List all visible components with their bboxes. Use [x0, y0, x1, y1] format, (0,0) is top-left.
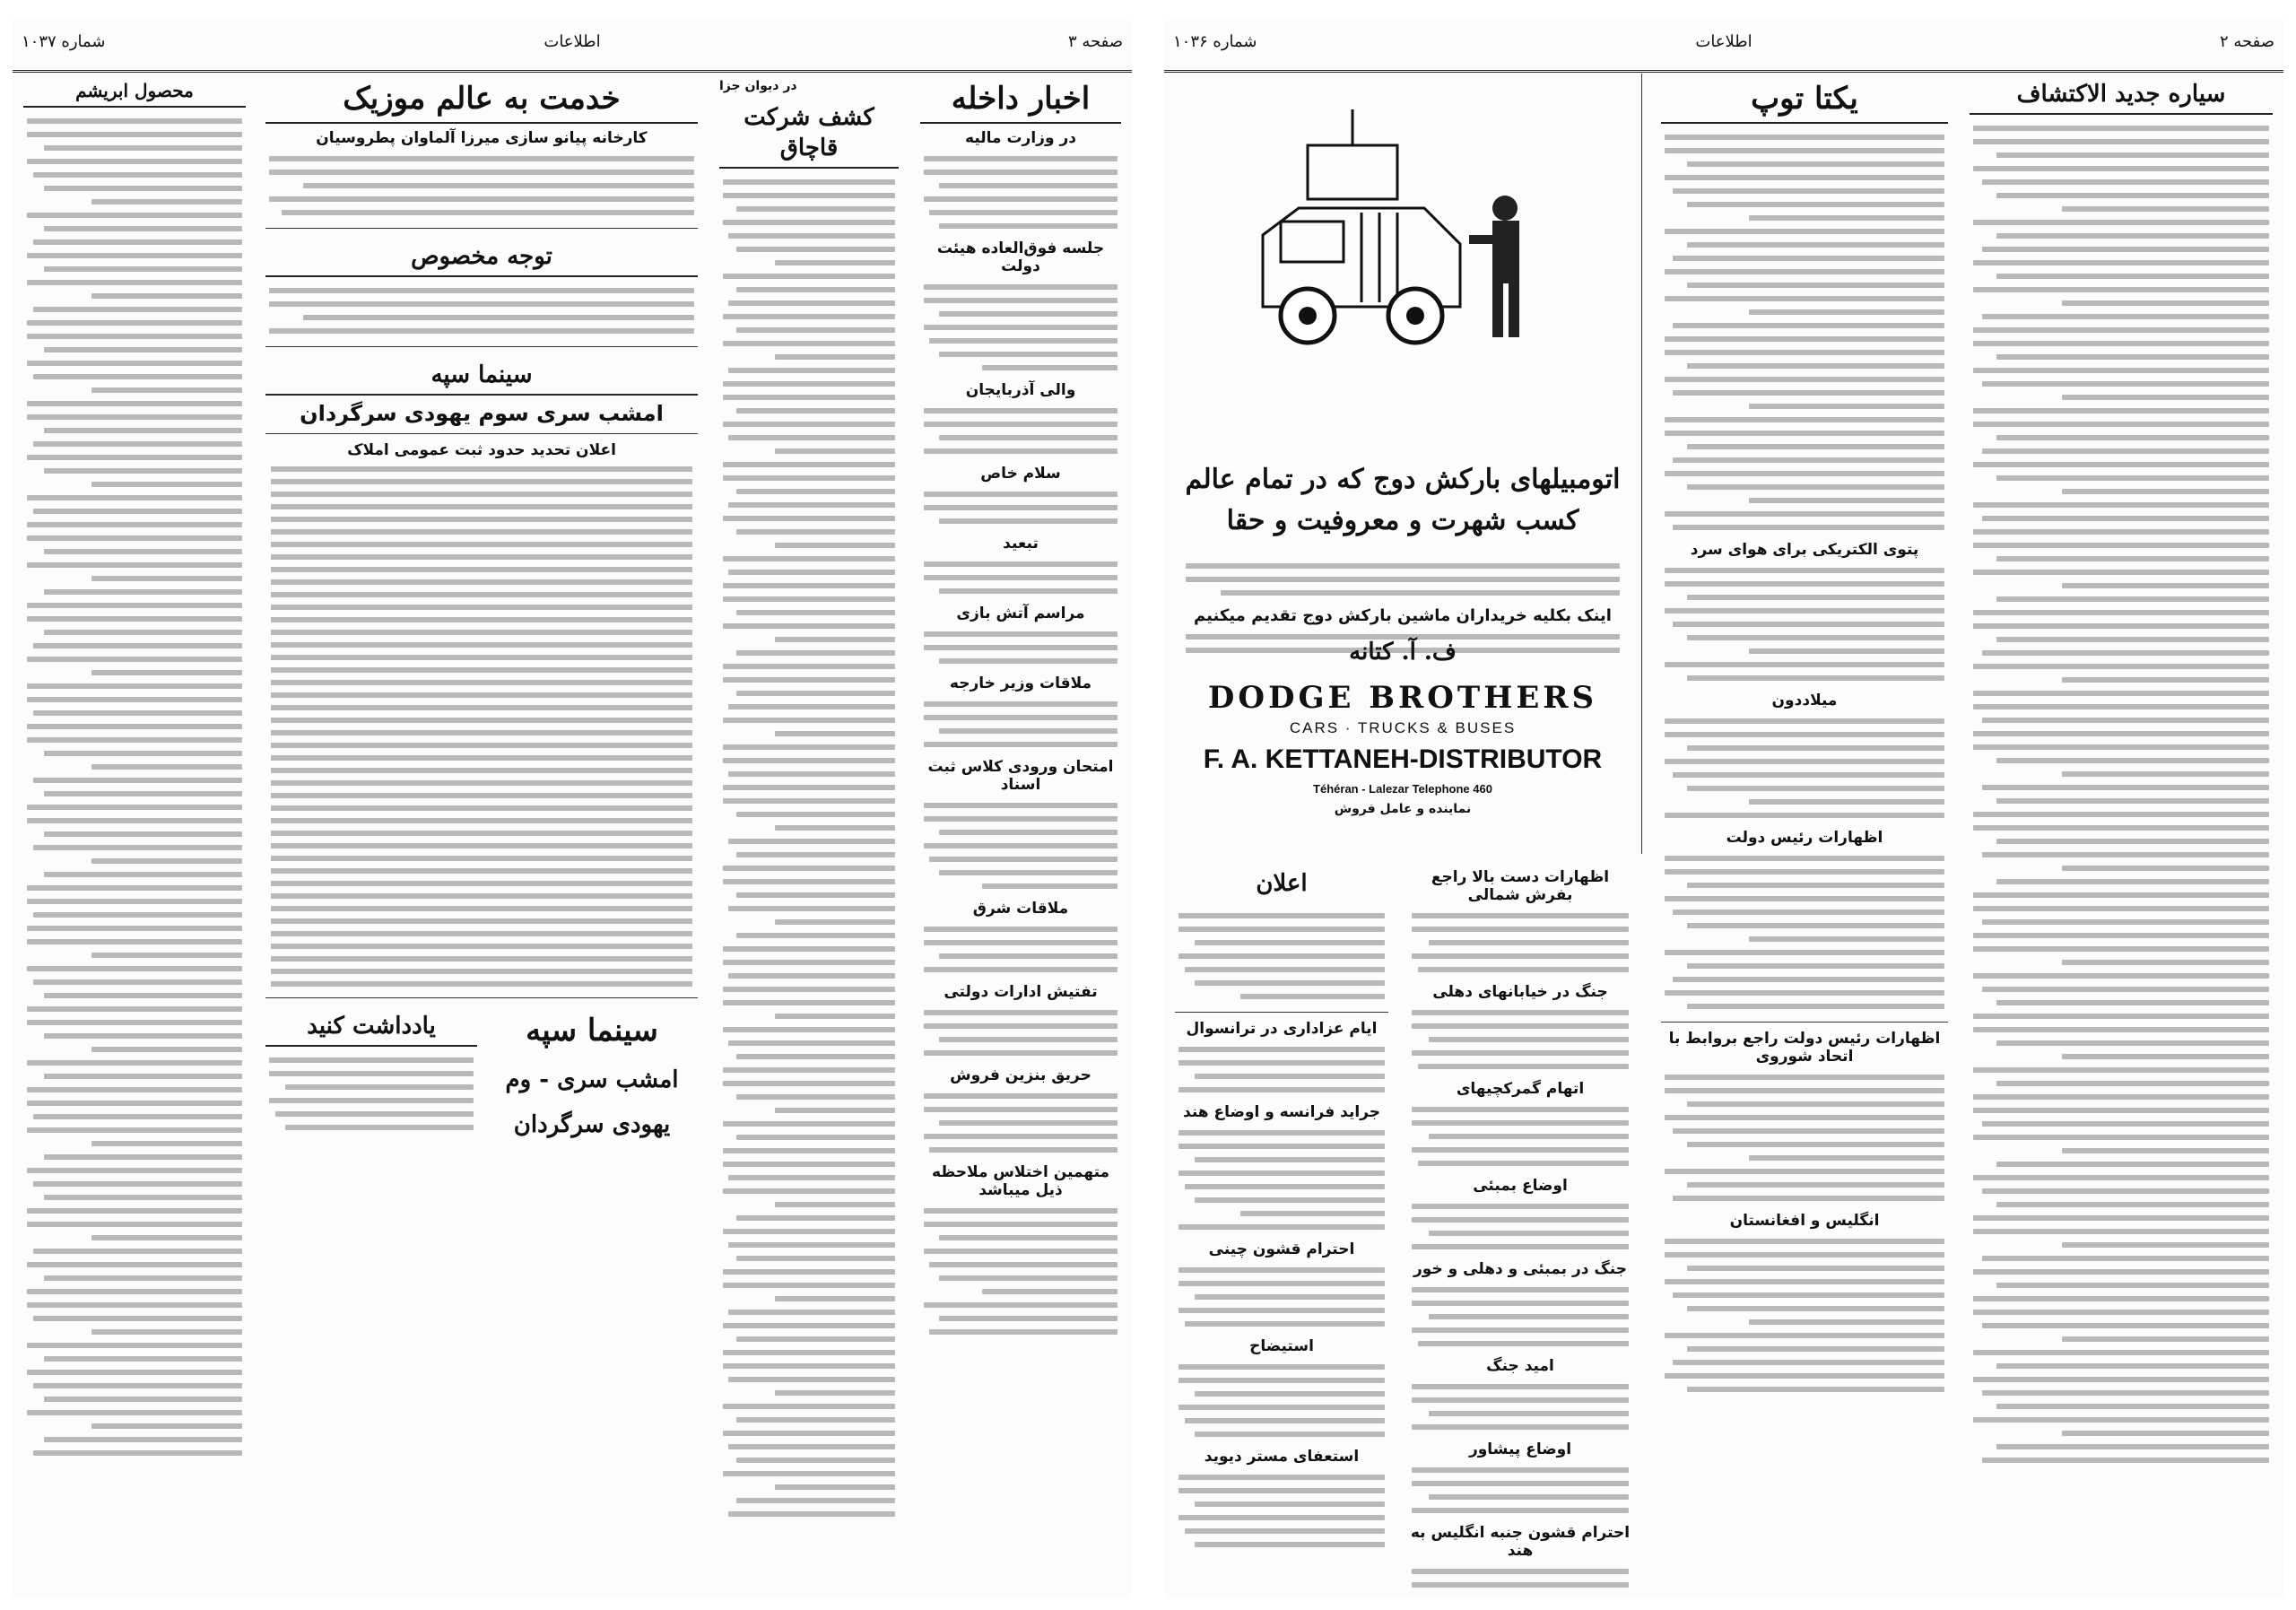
domestic-headline: اخبار داخله: [920, 74, 1121, 124]
domestic-sub-1: جلسه فوق‌العاده هیئت دولت: [936, 239, 1105, 275]
domestic-sub-0: در وزارت مالیه: [965, 129, 1076, 147]
music-intro: کارخانه پیانو سازی میرزا آلماوان پطروسیان: [316, 129, 648, 147]
left-paper-name: اطلاعات: [544, 32, 601, 51]
foreign-sub-1: اتهام گمرکچیهای: [1456, 1080, 1585, 1098]
column-foreign-news: [1403, 863, 1638, 1591]
announcement-headline: اعلان: [1256, 870, 1308, 897]
announcement-sub-0: ایام عزاداری در ترانسوال: [1186, 1020, 1378, 1038]
ad-agent-line: نماینده و عامل فروش: [1334, 802, 1472, 816]
foreign-sub-3: جنگ در بمبئی و دهلی و خور: [1413, 1260, 1627, 1278]
domestic-sub-3: سلام خاص: [980, 465, 1061, 483]
right-paper-name: اطلاعات: [1695, 32, 1752, 51]
note-headline: یادداشت کنید: [265, 1005, 477, 1047]
silk-body: [23, 113, 246, 1461]
cinema-ad-line1: امشب سری - وم: [505, 1066, 679, 1093]
domestic-sub-10: حریق بنزین فروش: [950, 1066, 1091, 1084]
left-page-label: صفحه ۳: [1067, 32, 1123, 51]
domestic-sub-5: مراسم آتش بازی: [956, 605, 1085, 622]
dodge-advertisement: [1164, 74, 1642, 854]
column-discoveries: [1964, 74, 2278, 1591]
registry-notice-list: [265, 463, 698, 990]
discoveries-headline: سیاره جدید الاکتشاف: [1970, 74, 2273, 115]
domestic-sub-11: متهمین اختلاس ملاحظه ذیل میباشد: [931, 1163, 1110, 1199]
left-page: [13, 20, 1132, 1598]
silk-headline: محصول ابریشم: [23, 74, 246, 108]
foreign-sub-6: احترام قشون جنبه انگلیس به هند: [1410, 1524, 1631, 1560]
announcement-sub-1: جراید فرانسه و اوضاع هند: [1183, 1103, 1380, 1121]
right-page-header: [1164, 20, 2283, 73]
column-domestic-news: [915, 74, 1126, 1591]
cinema-sepah-top-title: سینما سپه: [265, 354, 698, 396]
column-silk: [18, 74, 251, 1591]
smuggling-kicker: در دیوان جزا: [719, 79, 797, 93]
left-issue-label: شماره ۱۰۳۷: [22, 32, 106, 51]
right-page: [1164, 20, 2283, 1598]
single-shot-sub-0: پتوی الکتریکی برای هوای سرد: [1690, 541, 1919, 559]
announcement-sub-4: استعفای مستر دیوید: [1204, 1448, 1360, 1466]
foreign-sub-2: اوضاع بمبئی: [1473, 1177, 1568, 1195]
single-shot-headline: یکتا توپ: [1661, 74, 1948, 124]
single-shot-sub-2: اظهارات رئیس دولت: [1726, 829, 1883, 847]
ad-distributor: F. A. KETTANEH-DISTRIBUTOR: [1203, 744, 1603, 774]
domestic-sub-9: تفتیش ادارات دولتی: [944, 983, 1098, 1001]
cinema-sepah-ad: [486, 1005, 698, 1149]
ad-address: Téhéran - Lalezar Telephone 460: [1313, 782, 1492, 796]
ad-subline: اینک بکلیه خریداران ماشین بارکش دوج تقدیم میکنیم: [1194, 606, 1612, 625]
column-music: [260, 74, 703, 1591]
column-single-shot: [1656, 74, 1953, 1591]
ad-headline: اتومبیلهای بارکش دوج که در تمام عالم کسب شهرت و معروفیت و حقا: [1185, 464, 1621, 536]
single-shot-sub-3: اظهارات رئیس دولت راجع بروابط با اتحاد شوروی: [1668, 1030, 1941, 1066]
domestic-sub-2: والی آذربایجان: [965, 381, 1076, 399]
domestic-sub-4: تبعید: [1003, 535, 1039, 553]
music-headline: خدمت به عالم موزیک: [265, 74, 698, 124]
music-body: [265, 151, 698, 221]
announcement-sub-2: احترام قشون چینی: [1208, 1240, 1355, 1258]
column-smuggling: [714, 74, 904, 1591]
foreign-headline: اظهارات دست بالا راجع بفرش شمالی: [1431, 868, 1610, 904]
ad-product-lines: CARS · TRUCKS & BUSES: [1289, 719, 1517, 736]
domestic-sub-6: ملاقات وزیر خارجه: [949, 674, 1092, 692]
foreign-sub-5: اوضاع پیشاور: [1468, 1440, 1572, 1458]
ad-brand: DODGE BROTHERS: [1207, 680, 1598, 716]
cinema-sepah-top-subtitle: امشب سری سوم یهودی سرگردان: [300, 401, 664, 426]
single-shot-sub-1: میلاددون: [1771, 692, 1838, 709]
domestic-sub-8: ملاقات شرق: [972, 900, 1069, 918]
foreign-sub-0: جنگ در خیابانهای دهلی: [1432, 983, 1608, 1001]
special-notice-headline: توجه مخصوص: [265, 236, 698, 277]
left-page-header: [13, 20, 1132, 73]
column-announcement: [1170, 863, 1394, 1591]
right-issue-label: شماره ۱۰۳۶: [1173, 32, 1257, 51]
smuggling-body: [719, 174, 899, 1522]
truck-illustration: [1245, 109, 1568, 361]
ad-agent-name: ف. آ. کتانه: [1349, 639, 1457, 666]
single-shot-sub-4: انگلیس و افغانستان: [1729, 1212, 1880, 1230]
cinema-ad-line2: یهودی سرگردان: [513, 1111, 671, 1138]
domestic-sub-7: امتحان ورودی کلاس ثبت اسناد: [927, 758, 1114, 794]
registry-notice-heading: اعلان تحدید حدود ثبت عمومی املاک: [347, 441, 616, 459]
right-page-label: صفحه ۲: [2219, 32, 2274, 51]
smuggling-headline: کشف شرکت قاچاق: [719, 97, 899, 169]
cinema-ad-title: سینما سپه: [526, 1013, 658, 1049]
foreign-sub-4: امید جنگ: [1486, 1357, 1554, 1375]
announcement-sub-3: استیضاح: [1249, 1337, 1314, 1355]
